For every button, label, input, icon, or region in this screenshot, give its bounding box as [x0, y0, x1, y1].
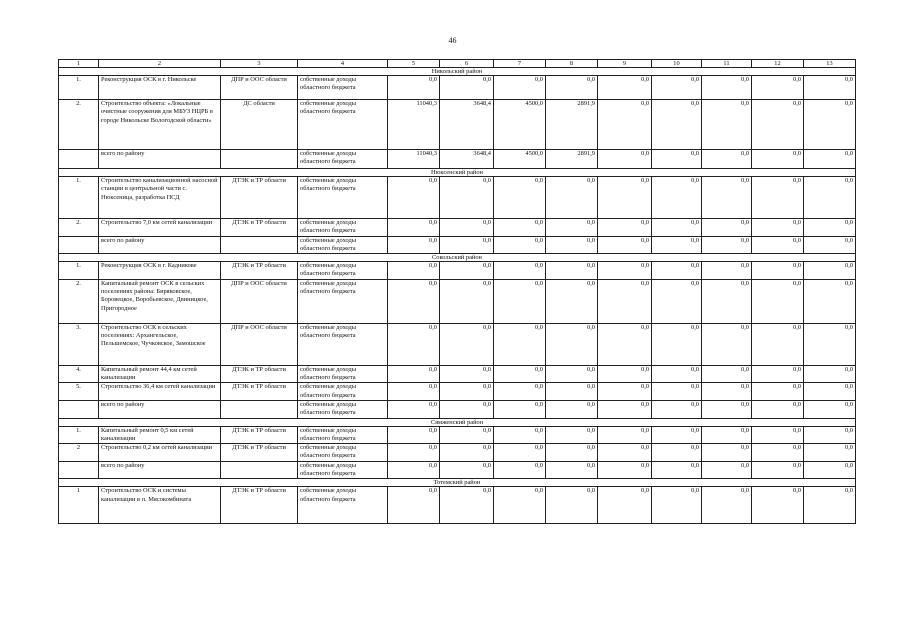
row-name: Реконструкция ОСК в г. Никольске — [99, 76, 221, 100]
row-number: 1. — [59, 426, 99, 444]
row-value: 0,0 — [388, 365, 440, 383]
row-value: 0,0 — [702, 400, 752, 418]
row-value: 0,0 — [702, 279, 752, 323]
row-value: 3648,4 — [440, 150, 494, 169]
row-value: 0,0 — [388, 76, 440, 100]
row-value: 0,0 — [804, 461, 856, 479]
row-value: 0,0 — [598, 262, 652, 280]
row-value: 0,0 — [388, 426, 440, 444]
row-value: 0,0 — [652, 365, 702, 383]
row-value: 0,0 — [440, 444, 494, 462]
row-value: 0,0 — [702, 150, 752, 169]
row-name: Строительство 0,2 км сетей канализации — [99, 444, 221, 462]
row-value: 0,0 — [598, 76, 652, 100]
row-value: 0,0 — [546, 365, 598, 383]
row-value: 0,0 — [598, 236, 652, 254]
row-name: всего по району — [99, 236, 221, 254]
row-funding-source: собственные доходы областного бюджета — [298, 100, 388, 150]
header-row — [59, 60, 856, 68]
column-header-1: 1 — [59, 60, 99, 68]
row-organization: ДТЭК и ТР области — [221, 444, 298, 462]
row-funding-source: собственные доходы областного бюджета — [298, 487, 388, 524]
table-row — [59, 444, 856, 462]
row-value: 0,0 — [702, 100, 752, 150]
row-value: 0,0 — [752, 461, 804, 479]
row-name: Строительство ОСК в сельских поселениях: Архангельское, Пельшемское, Чучковское, Замошское — [99, 323, 221, 365]
row-value: 0,0 — [652, 177, 702, 219]
row-name: Строительство объекта: «Локальные очистные сооружения для МБУЗ НЦРБ в городе Никольске Вологодской области» — [99, 100, 221, 150]
row-organization — [221, 400, 298, 418]
row-funding-source: собственные доходы областного бюджета — [298, 177, 388, 219]
row-number — [59, 150, 99, 169]
row-value: 3648,4 — [440, 100, 494, 150]
row-value: 0,0 — [652, 236, 702, 254]
table-row — [59, 323, 856, 365]
row-value: 0,0 — [752, 279, 804, 323]
row-value: 0,0 — [598, 365, 652, 383]
row-value: 0,0 — [652, 400, 702, 418]
row-funding-source: собственные доходы областного бюджета — [298, 400, 388, 418]
section-row — [59, 68, 856, 76]
row-value: 0,0 — [652, 461, 702, 479]
total-row — [59, 236, 856, 254]
row-value: 0,0 — [804, 383, 856, 401]
table-row — [59, 219, 856, 237]
row-name: всего по району — [99, 461, 221, 479]
row-organization: ДПР и ООС области — [221, 76, 298, 100]
row-funding-source: собственные доходы областного бюджета — [298, 279, 388, 323]
row-value: 0,0 — [804, 219, 856, 237]
row-value: 0,0 — [804, 487, 856, 524]
row-value: 0,0 — [388, 461, 440, 479]
row-name: всего по району — [99, 150, 221, 169]
row-value: 0,0 — [388, 383, 440, 401]
row-value: 0,0 — [440, 76, 494, 100]
row-value: 0,0 — [804, 400, 856, 418]
table-row — [59, 365, 856, 383]
row-funding-source: собственные доходы областного бюджета — [298, 323, 388, 365]
row-value: 0,0 — [752, 383, 804, 401]
table-row — [59, 100, 856, 150]
row-funding-source: собственные доходы областного бюджета — [298, 383, 388, 401]
budget-table — [58, 59, 856, 524]
row-value: 0,0 — [440, 219, 494, 237]
row-number: 2. — [59, 279, 99, 323]
row-value: 0,0 — [440, 262, 494, 280]
row-name: Строительство 7,0 км сетей канализации — [99, 219, 221, 237]
total-row — [59, 461, 856, 479]
row-funding-source: собственные доходы областного бюджета — [298, 461, 388, 479]
row-funding-source: собственные доходы областного бюджета — [298, 262, 388, 280]
table-row — [59, 76, 856, 100]
row-value: 0,0 — [546, 262, 598, 280]
row-number — [59, 461, 99, 479]
row-value: 0,0 — [546, 461, 598, 479]
row-organization: ДТЭК и ТР области — [221, 365, 298, 383]
row-number: 2. — [59, 100, 99, 150]
row-number — [59, 400, 99, 418]
row-value: 0,0 — [702, 219, 752, 237]
row-value: 0,0 — [388, 487, 440, 524]
row-value: 0,0 — [598, 177, 652, 219]
row-value: 0,0 — [598, 219, 652, 237]
row-value: 0,0 — [752, 100, 804, 150]
row-value: 0,0 — [804, 426, 856, 444]
row-organization: ДПР и ООС области — [221, 279, 298, 323]
row-funding-source: собственные доходы областного бюджета — [298, 150, 388, 169]
row-value: 0,0 — [702, 426, 752, 444]
total-row — [59, 400, 856, 418]
row-value: 0,0 — [546, 219, 598, 237]
row-value: 0,0 — [440, 236, 494, 254]
row-value: 0,0 — [546, 279, 598, 323]
row-organization: ДТЭК и ТР области — [221, 177, 298, 219]
row-value: 0,0 — [752, 400, 804, 418]
row-value: 0,0 — [494, 383, 546, 401]
table-row — [59, 262, 856, 280]
row-name: Строительство 36,4 км сетей канализации — [99, 383, 221, 401]
row-value: 0,0 — [652, 279, 702, 323]
row-value: 4500,0 — [494, 150, 546, 169]
row-value: 0,0 — [804, 236, 856, 254]
row-value: 0,0 — [752, 76, 804, 100]
row-value: 0,0 — [546, 323, 598, 365]
column-header-8: 8 — [546, 60, 598, 68]
row-value: 0,0 — [388, 262, 440, 280]
row-value: 0,0 — [702, 444, 752, 462]
row-number: 2. — [59, 219, 99, 237]
row-value: 0,0 — [804, 365, 856, 383]
row-value: 0,0 — [494, 323, 546, 365]
row-value: 0,0 — [752, 426, 804, 444]
row-value: 0,0 — [388, 177, 440, 219]
row-value: 0,0 — [440, 365, 494, 383]
column-header-9: 9 — [598, 60, 652, 68]
row-value: 0,0 — [388, 279, 440, 323]
row-value: 0,0 — [804, 262, 856, 280]
row-number: 2 — [59, 444, 99, 462]
row-organization: ДТЭК и ТР области — [221, 383, 298, 401]
row-value: 0,0 — [598, 100, 652, 150]
row-funding-source: собственные доходы областного бюджета — [298, 444, 388, 462]
table-row — [59, 177, 856, 219]
row-name: Строительство канализационной насосной станции в центральной части с. Нюксеница, разработка ПСД — [99, 177, 221, 219]
table-row — [59, 279, 856, 323]
row-organization — [221, 150, 298, 169]
row-value: 0,0 — [804, 177, 856, 219]
row-value: 0,0 — [598, 400, 652, 418]
row-value: 0,0 — [546, 236, 598, 254]
row-value: 0,0 — [598, 487, 652, 524]
row-value: 0,0 — [598, 444, 652, 462]
row-number: 1. — [59, 177, 99, 219]
row-value: 0,0 — [598, 461, 652, 479]
row-value: 0,0 — [652, 426, 702, 444]
row-value: 0,0 — [440, 400, 494, 418]
row-value: 4500,0 — [494, 100, 546, 150]
row-value: 0,0 — [440, 383, 494, 401]
row-value: 0,0 — [440, 426, 494, 444]
column-header-11: 11 — [702, 60, 752, 68]
row-organization: ДТЭК и ТР области — [221, 262, 298, 280]
row-value: 0,0 — [546, 76, 598, 100]
section-title: Нюксенский район — [59, 169, 856, 177]
row-value: 0,0 — [652, 262, 702, 280]
row-value: 0,0 — [494, 461, 546, 479]
column-header-2: 2 — [99, 60, 221, 68]
row-value: 0,0 — [652, 100, 702, 150]
row-value: 0,0 — [440, 279, 494, 323]
row-value: 0,0 — [440, 461, 494, 479]
table-row — [59, 383, 856, 401]
row-funding-source: собственные доходы областного бюджета — [298, 426, 388, 444]
row-funding-source: собственные доходы областного бюджета — [298, 365, 388, 383]
row-number: 1. — [59, 262, 99, 280]
page-number: 46 — [448, 36, 457, 45]
row-value: 0,0 — [652, 444, 702, 462]
row-value: 0,0 — [652, 150, 702, 169]
row-organization: ДТЭК и ТР области — [221, 487, 298, 524]
row-value: 0,0 — [702, 236, 752, 254]
row-value: 0,0 — [702, 177, 752, 219]
row-value: 0,0 — [494, 76, 546, 100]
row-value: 0,0 — [652, 323, 702, 365]
row-value: 0,0 — [546, 383, 598, 401]
row-organization: ДС области — [221, 100, 298, 150]
row-value: 0,0 — [652, 219, 702, 237]
row-value: 0,0 — [494, 365, 546, 383]
row-value: 0,0 — [388, 400, 440, 418]
row-value: 0,0 — [752, 236, 804, 254]
row-value: 0,0 — [494, 400, 546, 418]
row-value: 0,0 — [702, 76, 752, 100]
row-value: 0,0 — [546, 400, 598, 418]
row-value: 0,0 — [494, 426, 546, 444]
row-name: Капитальный ремонт 0,5 км сетей канализации — [99, 426, 221, 444]
column-header-10: 10 — [652, 60, 702, 68]
row-value: 0,0 — [702, 461, 752, 479]
row-value: 0,0 — [546, 444, 598, 462]
row-value: 0,0 — [598, 383, 652, 401]
row-value: 0,0 — [388, 236, 440, 254]
row-value: 0,0 — [804, 150, 856, 169]
column-header-12: 12 — [752, 60, 804, 68]
row-value: 0,0 — [752, 365, 804, 383]
row-value: 0,0 — [546, 487, 598, 524]
row-number: 3. — [59, 323, 99, 365]
row-value: 0,0 — [804, 76, 856, 100]
row-value: 0,0 — [388, 323, 440, 365]
row-name: Капитальный ремонт 44,4 км сетей канализации — [99, 365, 221, 383]
row-value: 11040,3 — [388, 100, 440, 150]
row-value: 0,0 — [546, 177, 598, 219]
row-value: 0,0 — [702, 323, 752, 365]
row-organization: ДТЭК и ТР области — [221, 219, 298, 237]
row-value: 0,0 — [494, 279, 546, 323]
section-title: Сокольский район — [59, 254, 856, 262]
column-header-5: 5 — [388, 60, 440, 68]
row-name: Капитальный ремонт ОСК в сельских поселениях района: Биряковское, Боровецкое, Воробьевское, Двиницкое, Пригородное — [99, 279, 221, 323]
column-header-4: 4 — [298, 60, 388, 68]
row-value: 0,0 — [752, 177, 804, 219]
row-value: 2891,9 — [546, 150, 598, 169]
row-organization — [221, 236, 298, 254]
row-value: 0,0 — [652, 383, 702, 401]
row-value: 0,0 — [702, 487, 752, 524]
column-header-7: 7 — [494, 60, 546, 68]
row-value: 0,0 — [598, 150, 652, 169]
row-value: 0,0 — [752, 150, 804, 169]
row-value: 0,0 — [388, 219, 440, 237]
section-title: Сямженский район — [59, 418, 856, 426]
row-value: 0,0 — [702, 383, 752, 401]
row-value: 0,0 — [440, 487, 494, 524]
row-number: 1 — [59, 487, 99, 524]
row-value: 0,0 — [804, 323, 856, 365]
row-value: 0,0 — [804, 100, 856, 150]
row-value: 0,0 — [494, 236, 546, 254]
row-value: 0,0 — [440, 177, 494, 219]
row-number: 5. — [59, 383, 99, 401]
row-value: 0,0 — [388, 444, 440, 462]
row-name: Строительство ОСК и системы канализации в п. Мясокомбината — [99, 487, 221, 524]
row-value: 0,0 — [494, 487, 546, 524]
row-value: 0,0 — [494, 177, 546, 219]
section-row — [59, 254, 856, 262]
row-funding-source: собственные доходы областного бюджета — [298, 76, 388, 100]
row-value: 0,0 — [598, 426, 652, 444]
row-value: 0,0 — [494, 219, 546, 237]
row-name: Реконструкция ОСК в г. Кадникове — [99, 262, 221, 280]
row-value: 0,0 — [752, 262, 804, 280]
row-value: 0,0 — [598, 279, 652, 323]
row-organization — [221, 461, 298, 479]
section-row — [59, 418, 856, 426]
row-value: 2891,9 — [546, 100, 598, 150]
row-value: 0,0 — [494, 262, 546, 280]
row-value: 0,0 — [440, 323, 494, 365]
row-value: 0,0 — [546, 426, 598, 444]
row-value: 0,0 — [598, 323, 652, 365]
row-value: 0,0 — [652, 487, 702, 524]
table-row — [59, 426, 856, 444]
section-row — [59, 169, 856, 177]
column-header-6: 6 — [440, 60, 494, 68]
row-value: 0,0 — [752, 219, 804, 237]
section-title: Никольский район — [59, 68, 856, 76]
row-value: 0,0 — [752, 487, 804, 524]
section-title: Тотемский район — [59, 479, 856, 487]
row-organization: ДТЭК и ТР области — [221, 426, 298, 444]
column-header-3: 3 — [221, 60, 298, 68]
row-value: 0,0 — [702, 262, 752, 280]
table-row — [59, 487, 856, 524]
row-value: 0,0 — [752, 323, 804, 365]
row-value: 0,0 — [752, 444, 804, 462]
row-value: 0,0 — [652, 76, 702, 100]
row-funding-source: собственные доходы областного бюджета — [298, 219, 388, 237]
row-value: 0,0 — [804, 279, 856, 323]
row-value: 0,0 — [494, 444, 546, 462]
row-funding-source: собственные доходы областного бюджета — [298, 236, 388, 254]
column-header-13: 13 — [804, 60, 856, 68]
section-row — [59, 479, 856, 487]
row-value: 11040,3 — [388, 150, 440, 169]
row-name: всего по району — [99, 400, 221, 418]
row-value: 0,0 — [804, 444, 856, 462]
row-organization: ДПР и ООС области — [221, 323, 298, 365]
row-number — [59, 236, 99, 254]
row-number: 4. — [59, 365, 99, 383]
total-row — [59, 150, 856, 169]
row-value: 0,0 — [702, 365, 752, 383]
row-number: 1. — [59, 76, 99, 100]
